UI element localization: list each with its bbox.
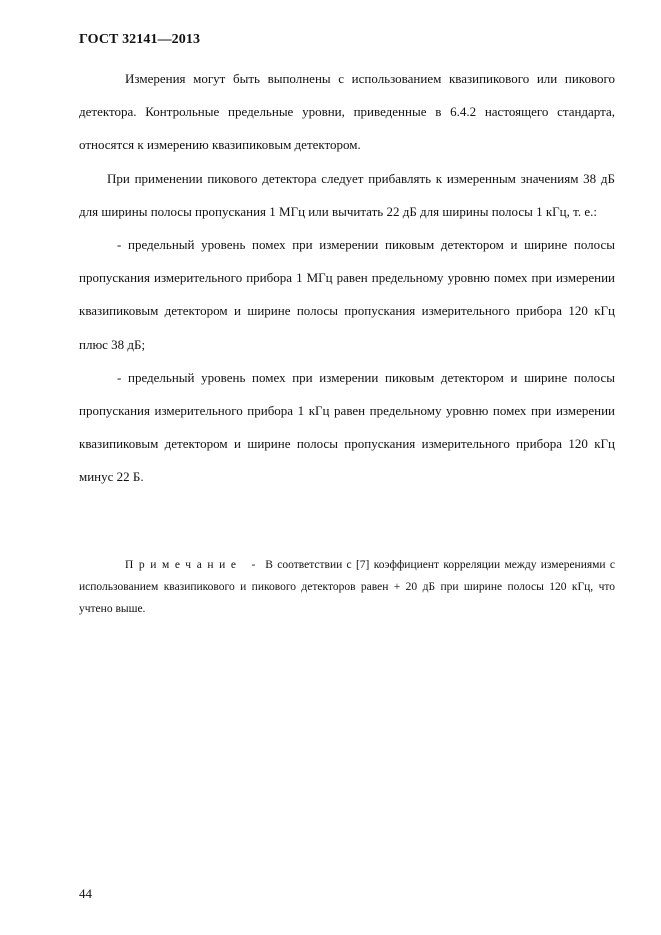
note-label: Примечание - [125,559,261,571]
standard-header: ГОСТ 32141—2013 [79,32,201,47]
note-text: В соответствии с [7] коэффициент корреляции между измерениями с использованием квазипикового и пикового детекторов равен + 20 дБ при ширине полосы 120 кГц, что учтено выше. [79,559,615,616]
page-number: 44 [79,886,92,901]
note-block [79,554,615,621]
list-item-1khz-limit: - предельный уровень помех при измерении пиковым детектором и ширине полосы пропускания измерительного прибора 1 кГц равен предельному уровню помех при измерении квазипиковым детектором и ширине полосы пропускания измерительного прибора 120 кГц минус 22 Б. [79,369,615,485]
paragraph-peak-detector-correction: При применении пикового детектора следует прибавлять к измеренным значениям 38 дБ для ширины полосы пропускания 1 МГц или вычитать 22 дБ для ширины полосы 1 кГц, т. е.: [79,170,615,219]
paragraph-measurement-detectors: Измерения могут быть выполнены с использованием квазипикового или пикового детектора. Контрольные предельные уровни, приведенные в 6.4.2 настоящего стандарта, относятся к измерению квазипиковым детектором. [79,71,615,153]
list-item-1mhz-limit: - предельный уровень помех при измерении пиковым детектором и ширине полосы пропускания измерительного прибора 1 МГц равен предельному уровню помех при измерении квазипиковым детектором и ширине полосы пропускания измерительного прибора 120 кГц плюс 38 дБ; [79,237,615,352]
body-text [79,62,615,494]
